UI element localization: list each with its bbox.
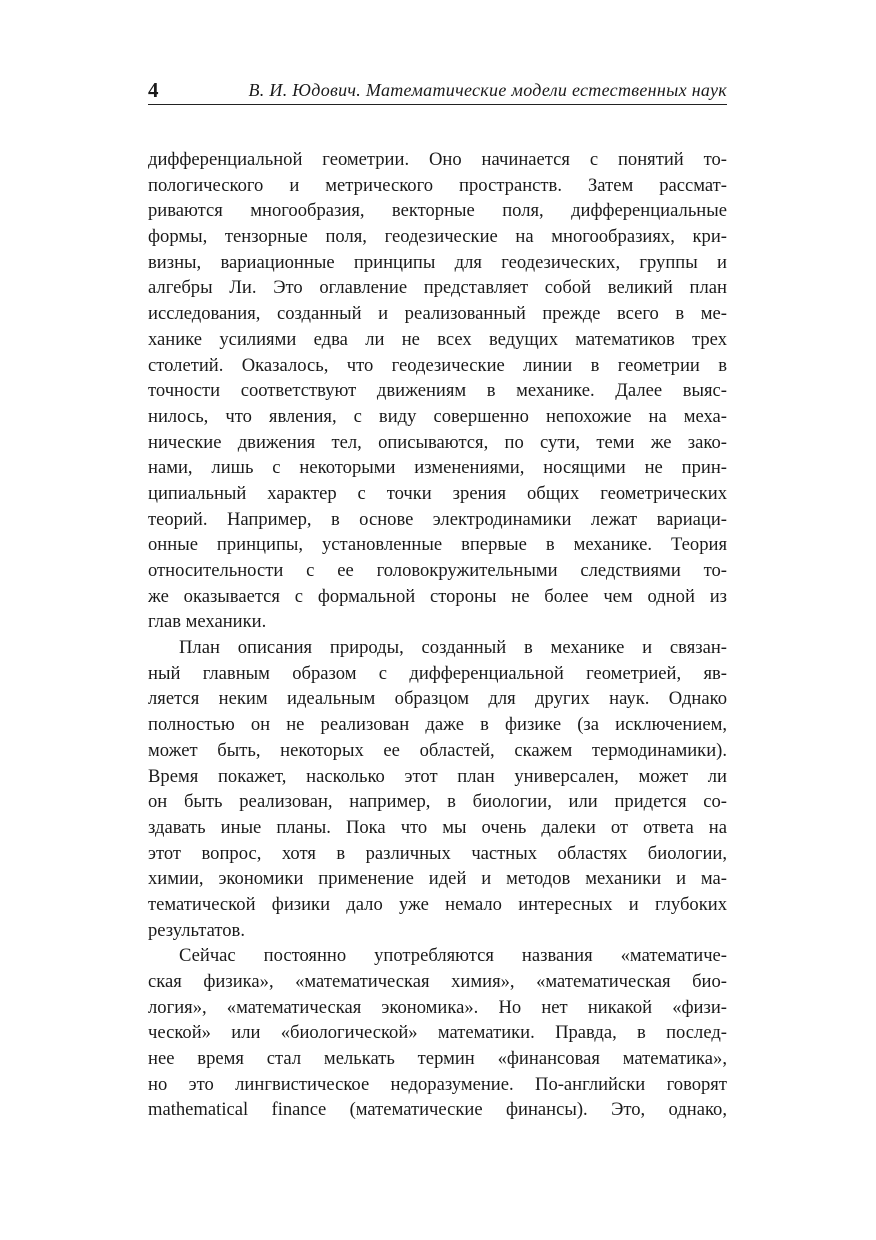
text-line: он быть реализован, например, в биологии, или придется со- [148,791,727,813]
body-text [148,147,727,1123]
text-line: точности соответствуют движениям в механике. Далее выяс- [148,380,727,402]
text-line: алгебры Ли. Это оглавление представляет собой великий план [148,277,727,299]
text-line: риваются многообразия, векторные поля, дифференциальные [148,200,727,222]
text-line: визны, вариационные принципы для геодезических, группы и [148,251,727,273]
running-title: В. И. Юдович. Математические модели естественных наук [248,80,727,100]
text-line: нами, лишь с некоторыми изменениями, носящими не прин- [148,457,727,479]
text-line: ханике усилиями едва ли не всех ведущих математиков трех [148,328,727,350]
text-line: этот вопрос, хотя в различных частных областях биологии, [148,842,727,864]
text-line: столетий. Оказалось, что геодезические линии в геометрии в [148,354,727,376]
text-line: нические движения тел, описываются, по сути, теми же зако- [148,431,727,453]
text-line: mathematical finance (математические финансы). Это, однако, [148,1099,727,1121]
text-line: результатов. [148,919,245,941]
text-line: химии, экономики применение идей и методов механики и ма- [148,868,727,890]
text-line: нилось, что явления, с виду совершенно непохожие на меха- [148,405,727,427]
text-line: Время покажет, насколько этот план универсален, может ли [148,765,727,787]
text-line: пологического и метрического пространств. Затем рассмат- [148,174,727,196]
text-line: логия», «математическая экономика». Но нет никакой «физи- [148,996,727,1018]
paragraph [148,147,727,635]
text-line: относительности с ее головокружительными следствиями то- [148,560,727,581]
text-line: План описания природы, созданный в механике и связан- [179,637,727,659]
paragraph [148,943,727,1123]
page-number: 4 [148,78,159,102]
text-line: формы, тензорные поля, геодезические на многообразиях, кри- [148,226,727,248]
text-line: но это лингвистическое недоразумение. По-английски говорят [148,1073,727,1095]
paragraph [148,635,727,943]
text-line: тематической физики дало уже немало интересных и глубоких [148,893,727,915]
text-line: исследования, созданный и реализованный прежде всего в ме- [148,303,727,325]
text-line: ская физика», «математическая химия», «математическая био- [148,971,727,992]
text-line: ципиальный характер с точки зрения общих геометрических [148,482,727,504]
text-line: может быть, некоторых ее областей, скажем термодинамики). [148,739,727,761]
text-line: ческой» или «биологической» математики. Правда, в послед- [148,1022,727,1044]
text-line: ный главным образом с дифференциальной геометрией, яв- [148,662,727,684]
text-line: ляется неким идеальным образцом для других наук. Однако [148,688,727,710]
text-line: теорий. Например, в основе электродинамики лежат вариаци- [148,508,727,530]
text-line: полностью он не реализован даже в физике (за исключением, [148,714,727,736]
text-line: глав механики. [148,611,267,633]
text-line: же оказывается с формальной стороны не более чем одной из [148,585,727,607]
text-line: нее время стал мелькать термин «финансовая математика», [148,1048,727,1070]
text-line: дифференциальной геометрии. Оно начинается с понятий то- [148,149,727,170]
text-line: здавать иные планы. Пока что мы очень далеки от ответа на [148,816,727,838]
text-line: Сейчас постоянно употребляются названия «математиче- [179,945,727,967]
running-header [148,78,727,105]
text-line: онные принципы, установленные впервые в механике. Теория [148,534,727,556]
